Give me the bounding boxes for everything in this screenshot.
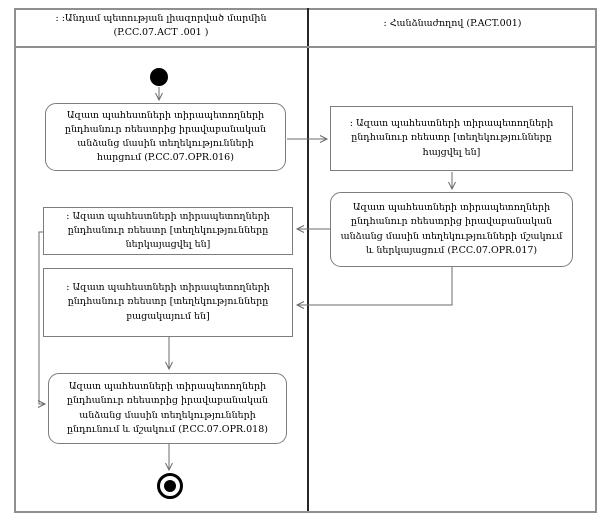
object-node-info-presented xyxy=(43,207,293,255)
action-node-request-opr016 xyxy=(45,103,286,171)
object-node-info-presented-label: : Ազատ պահեստների տիրապետողների ընդհանուր ռեեստր [տեղեկությունները ներկայացվել են] xyxy=(66,210,270,251)
swimlane-divider xyxy=(307,8,309,511)
object-node-info-requested xyxy=(330,106,573,171)
action-node-process-present-opr017-label: Ազատ պահեստների տիրապետողների ընդհանուր ռեեստրից իրավաբանական անձանց մասին տեղեկությունների մշակում և ներկայացում (P.CC.07.OPR.017) xyxy=(340,202,563,256)
final-node xyxy=(157,473,183,499)
swimlane-header-left xyxy=(16,12,306,41)
action-node-receive-process-opr018-label: Ազատ պահեստների տիրապետողների ընդհանուր ռեեստրից իրավաբանական անձանց մասին տեղեկությունների ընդունում և մշակում (P.CC.07.OPR.018) xyxy=(66,381,269,435)
action-node-process-present-opr017 xyxy=(330,192,573,267)
swimlane-left-title: : :Անդամ պետության լիազորված մարմին xyxy=(55,13,267,24)
swimlane-header-separator xyxy=(14,46,597,48)
swimlane-right-title: : Հանձնաժողով (P.ACT.001) xyxy=(383,18,522,29)
action-node-receive-process-opr018 xyxy=(48,373,287,444)
object-node-info-missing-label: : Ազատ պահեստների տիրապետողների ընդհանուր ռեեստր [տեղեկությունները բացակայում են] xyxy=(66,282,270,322)
final-node-dot xyxy=(164,480,176,492)
object-node-info-missing xyxy=(43,268,293,337)
swimlane-header-right xyxy=(310,12,595,31)
initial-node xyxy=(150,68,168,86)
object-node-info-requested-label: : Ազատ պահեստների տիրապետողների ընդհանուր ռեեստր [տեղեկությունները հայցվել են] xyxy=(349,118,554,158)
action-node-request-opr016-label: Ազատ պահեստների տիրապետողների ընդհանուր ռեեստրից իրավաբանական անձանց մասին տեղեկությունների հարցում (P.CC.07.OPR.016) xyxy=(64,109,267,164)
swimlane-left-code: (P.CC.07.ACT .001 ) xyxy=(113,27,209,39)
